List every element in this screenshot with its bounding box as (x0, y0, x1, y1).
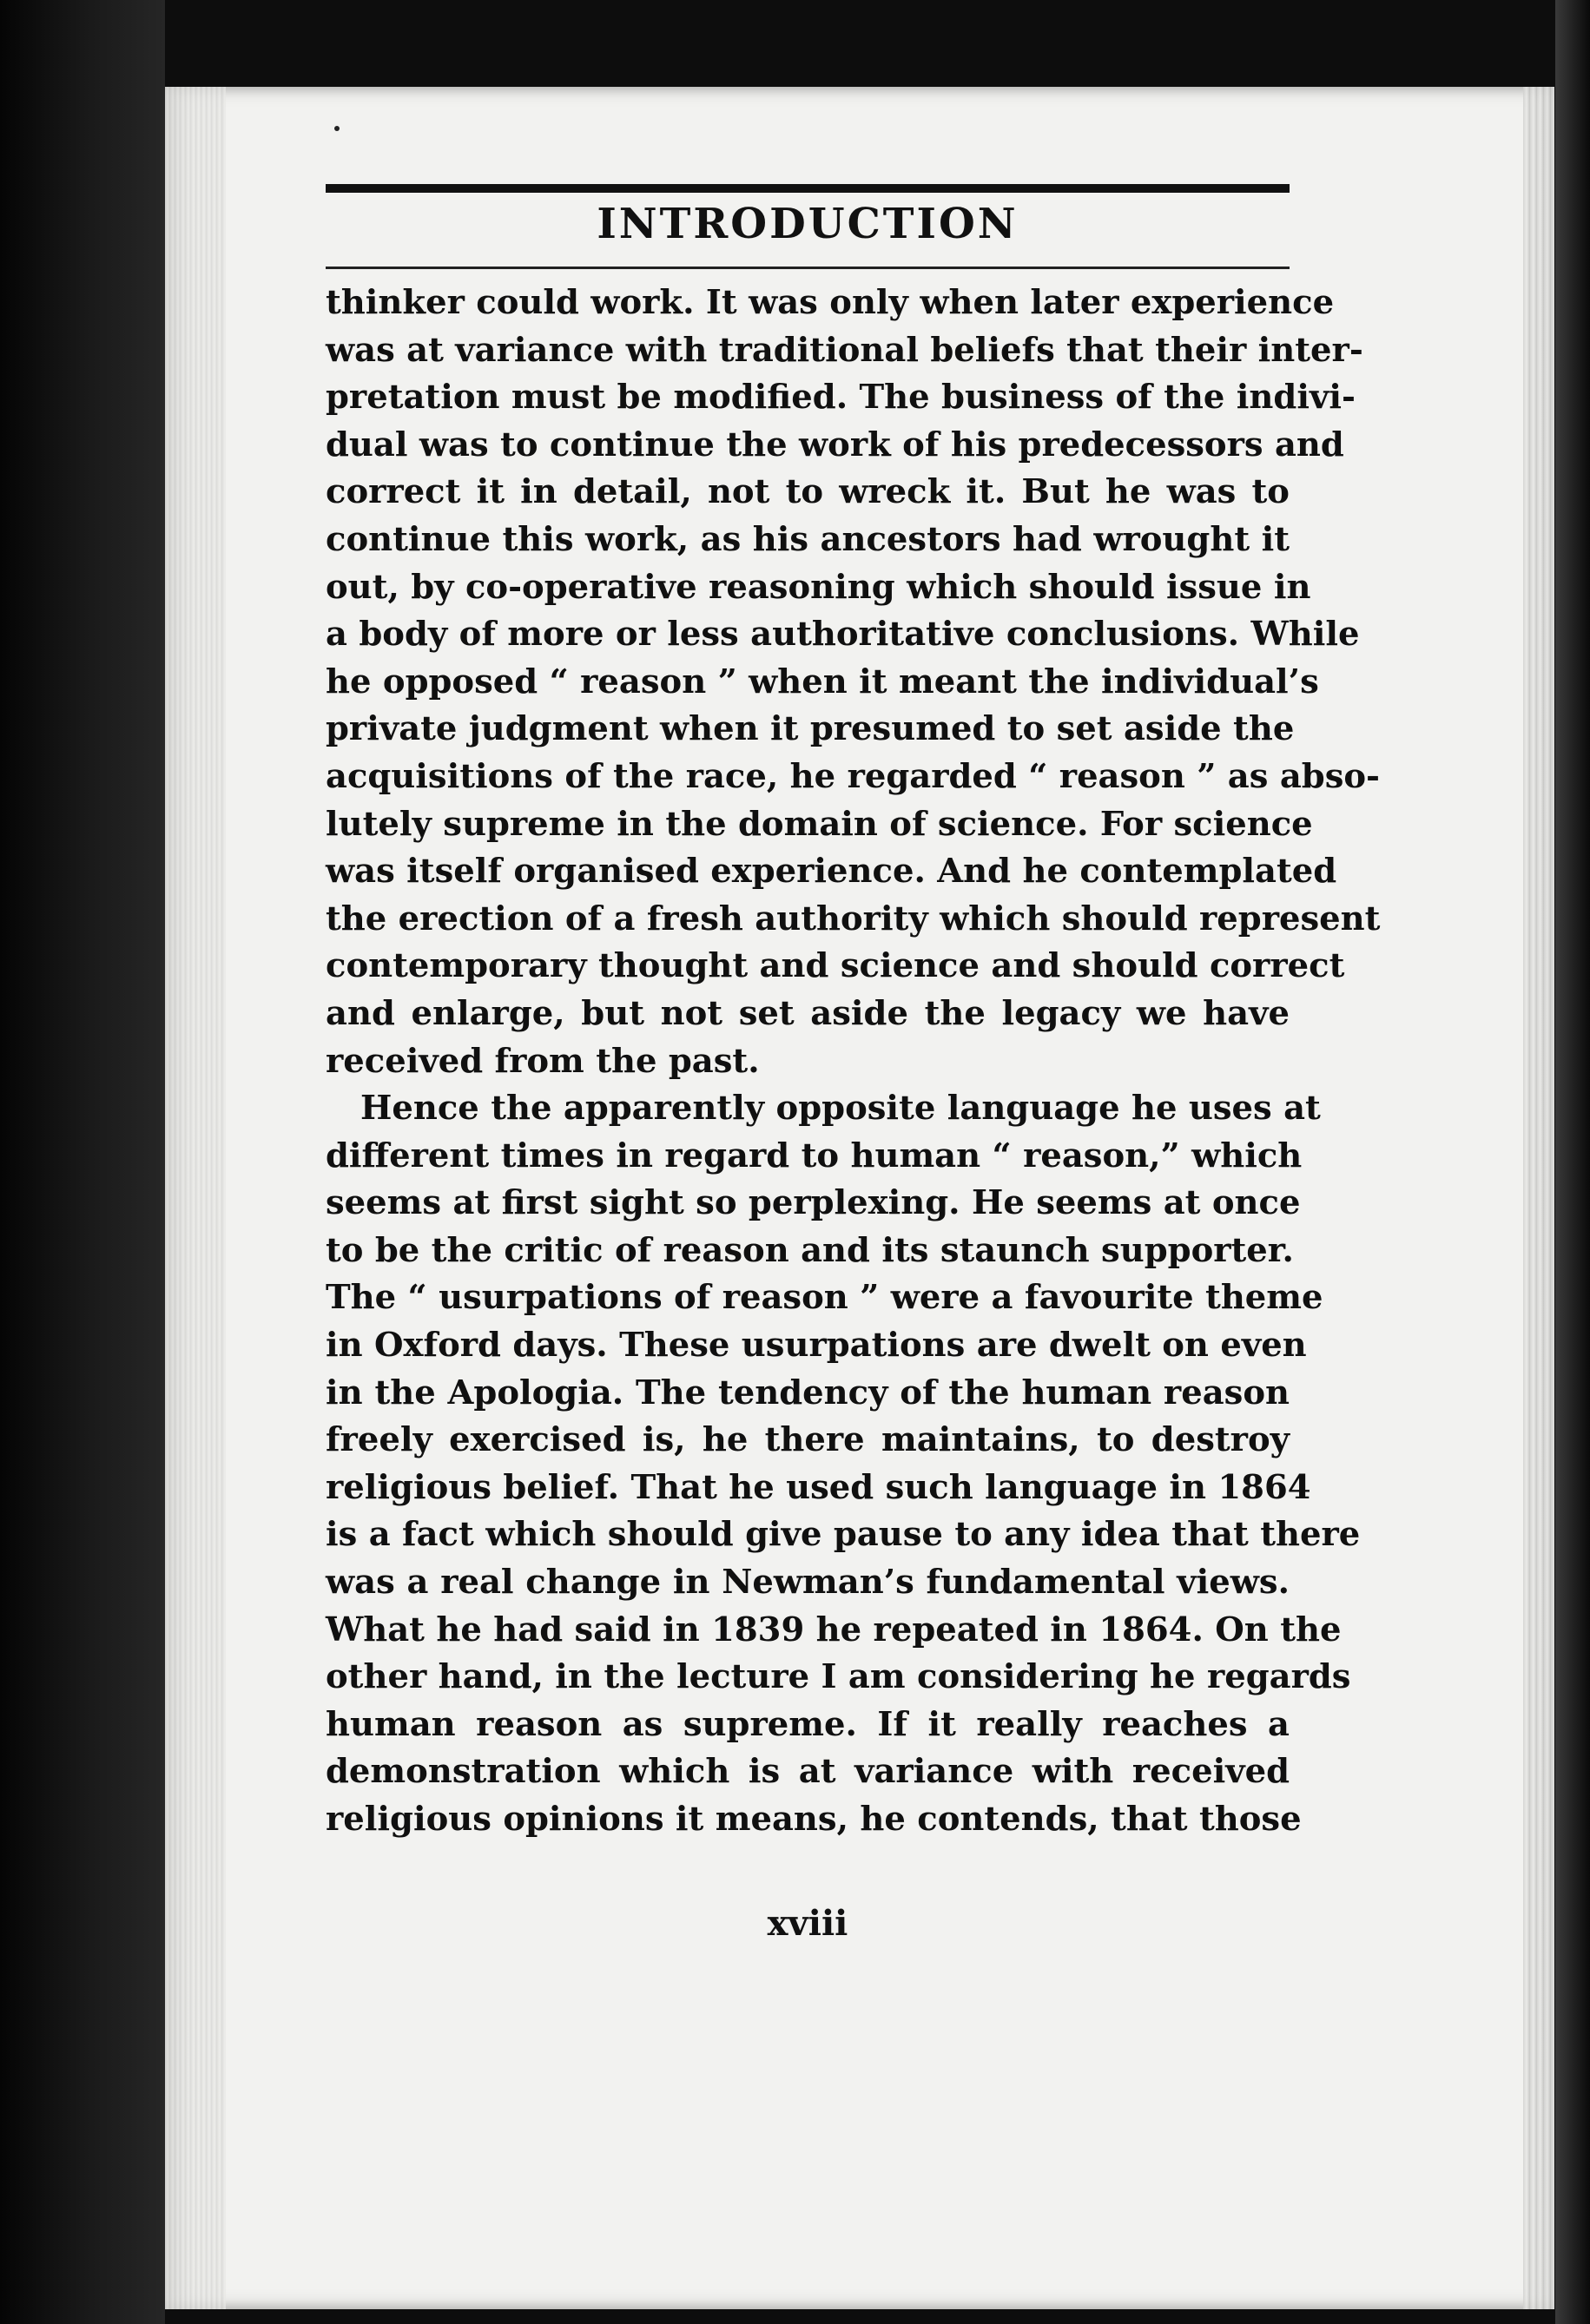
text-line: was at variance with traditional beliefs that their inter- (326, 330, 1363, 370)
text-line: seems at first sight so perplexing. He seems at once (326, 1183, 1301, 1223)
body-text (326, 280, 1381, 1844)
text-line: What he had said in 1839 he repeated in 1864. On the (326, 1610, 1342, 1649)
text-line: in the Apologia. The tendency of the human reason (326, 1373, 1290, 1412)
text-line: in Oxford days. These usurpations are dwelt on even (326, 1326, 1307, 1366)
text-line: demonstration which is at variance with received (326, 1752, 1290, 1792)
text-line: Hence the apparently opposite language he uses at (360, 1089, 1321, 1129)
paragraph-2 (326, 1085, 1361, 1844)
text-line: continue this work, as his ancestors had wrought it (326, 519, 1290, 559)
top-rule (326, 184, 1290, 193)
text-line: and enlarge, but not set aside the legacy we have (326, 993, 1290, 1033)
text-line: a body of more or less authoritative conclusions. While (326, 615, 1360, 655)
text-line: was itself organised experience. And he contemplated (326, 852, 1337, 892)
ink-dot (334, 126, 340, 131)
text-line: human reason as supreme. If it really reaches a (326, 1704, 1290, 1744)
text-line: pretation must be modified. The business of the indivi- (326, 378, 1356, 418)
page-edge-left (165, 87, 226, 2309)
text-line: other hand, in the lecture I am considering he regards (326, 1657, 1351, 1697)
text-line: lutely supreme in the domain of science. For science (326, 804, 1313, 844)
text-line: dual was to continue the work of his predecessors and (326, 425, 1344, 464)
text-line: thinker could work. It was only when later experience (326, 283, 1335, 322)
film-edge-right (1555, 0, 1590, 2324)
text-line: the erection of a fresh authority which should represent (326, 899, 1381, 938)
text-line: The “ usurpations of reason ” were a favourite theme (326, 1278, 1323, 1318)
film-edge-left (0, 0, 165, 2324)
text-line: religious belief. That he used such language in 1864 (326, 1467, 1311, 1507)
paragraph-1 (326, 280, 1381, 1085)
text-line: out, by co-operative reasoning which should issue in (326, 567, 1311, 607)
page-edge-right (1523, 87, 1554, 2309)
text-line: different times in regard to human “ reason,” which (326, 1136, 1303, 1175)
text-line: was a real change in Newman’s fundamental views. (326, 1563, 1290, 1603)
text-line: contemporary thought and science and should correct (326, 946, 1345, 986)
text-line: acquisitions of the race, he regarded “ reason ” as abso- (326, 756, 1381, 796)
text-line: received from the past. (326, 1041, 760, 1081)
text-line: correct it in detail, not to wreck it. But he was to (326, 472, 1290, 512)
page-number: xviii (767, 1903, 848, 1944)
text-line: private judgment when it presumed to set aside the (326, 709, 1295, 749)
text-line: religious opinions it means, he contends, that those (326, 1800, 1302, 1839)
header-rule (326, 267, 1290, 269)
text-line: to be the critic of reason and its staunch supporter. (326, 1230, 1294, 1270)
text-line: he opposed “ reason ” when it meant the individual’s (326, 662, 1319, 701)
running-header: INTRODUCTION (597, 200, 1019, 248)
text-line: freely exercised is, he there maintains, to destroy (326, 1420, 1290, 1460)
text-line: is a fact which should give pause to any idea that there (326, 1515, 1361, 1555)
